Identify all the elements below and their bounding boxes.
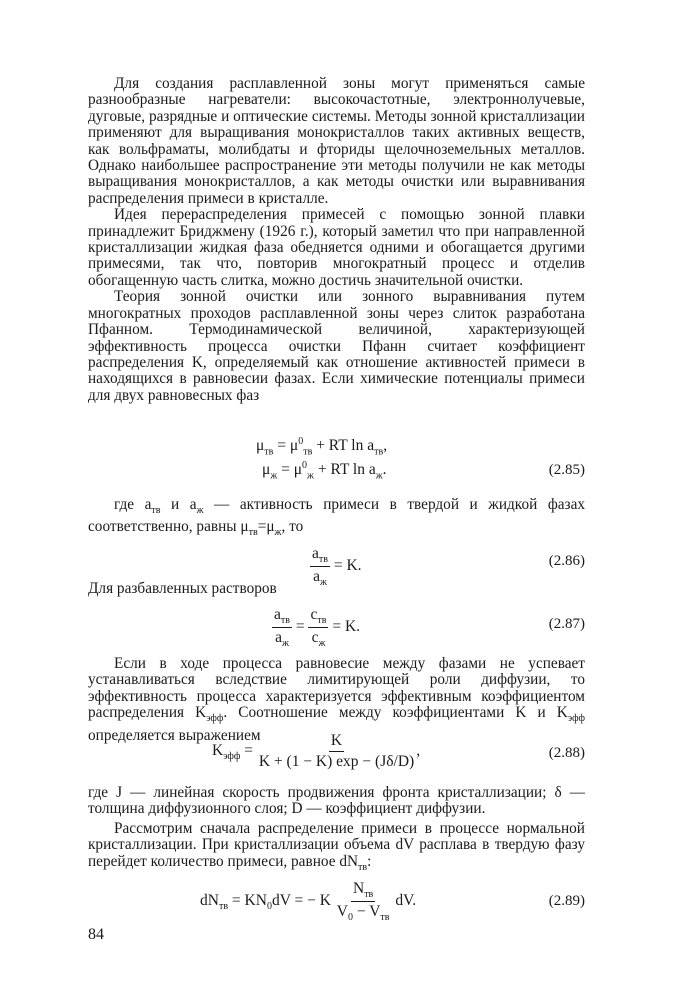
- equation-end: ,: [416, 742, 421, 760]
- paragraph-dilute-solutions: Для разбавленных растворов: [88, 580, 277, 597]
- paragraph-bridgman-idea: Идея перераспределения примесей с помощью зонной плавки принадлежит Бриджмену (1926 г.), который заметил что при направленной кристаллизации жидкая фаза обедняется одними и обогащается другими примесями, так что, повторив многократный процесс и отделив обогащенную часть слитка, можно достичь значительной очистки.: [88, 206, 585, 289]
- paragraph-activity-definition: где $a_{тв}$ и $a_ж$ — активность примеси в твердой и жидкой фазах соответственно, равны $\mu_{тв}=\mu_ж$, то: [88, 496, 586, 539]
- equation-number-2-86: (2.86): [548, 553, 585, 569]
- equation-lhs: $K_{эфф}$ =: [212, 742, 253, 763]
- equation-2-88: [212, 732, 420, 771]
- fraction-impurity: [335, 880, 392, 923]
- fraction-denominator: $a_ж$: [313, 568, 327, 589]
- paragraph-zone-heaters: Для создания расплавленной зоны могут применяться самые разнообразные нагреватели: высокочастотные, электроннолучевые, дуговые, разрядные и оптические системы. Методы зонной кристаллизации применяют для выращивания монокристаллов таких активных веществ, как вольфраматы, молибдаты и фториды щелочноземельных металлов. Однако наибольшее распространение эти методы получили не как методы выращивания монокристаллов, а как методы очистки или выравнивания распределения примеси в кристалле.: [88, 75, 585, 207]
- text-block-5: [88, 785, 585, 876]
- paragraph-normal-crystallization: Рассмотрим сначала распределение примеси в процессе нормальной кристаллизации. При кристаллизации объема dV расплава в твердую фазу перейдет количество примеси, равное $dN_{тв}$:: [88, 819, 585, 873]
- equation-2-85-line1: $\mu_{тв} = \mu^0_{тв}$ + RT $\ln a_{тв}$,: [256, 436, 388, 458]
- equation-number-2-85: (2.85): [548, 462, 585, 478]
- fraction-numerator: $c_{тв}$: [310, 606, 327, 627]
- fraction-numerator: K: [329, 732, 344, 752]
- equation-number-2-87: (2.87): [548, 616, 585, 632]
- fraction-numerator: $a_{тв}$: [274, 606, 290, 627]
- equation-number-2-89: (2.89): [548, 893, 585, 909]
- text-block-1: [88, 76, 585, 404]
- equation-2-89: [200, 880, 416, 923]
- equation-lhs: $dN_{тв} = KN_0dV$ = − K: [200, 892, 331, 913]
- paragraph-pfann-theory: Теория зонной очистки или зонного выравнивания путем многократных проходов расплавленной зоны через слиток разработана Пфанном. Термодинамической величиной, характеризующей эффективность процесса очистки Пфанн считает коэффициент распределения K, определяемый как отношение активностей примеси в находящихся в равновесии фазах. Если химические потенциалы примеси для двух равновесных фаз: [88, 288, 585, 404]
- fraction-denominator: $c_ж$: [311, 629, 326, 650]
- fraction-numerator: $N_{тв}$: [352, 880, 374, 901]
- equation-end: dV.: [395, 892, 417, 910]
- equation-rhs: = K.: [333, 557, 362, 575]
- fraction-denominator: $a_ж$: [275, 629, 289, 650]
- equals-sign: =: [295, 618, 305, 636]
- text-block-2: [88, 497, 585, 542]
- fraction-activity-ratio: [272, 606, 292, 649]
- fraction-denominator: $V_0 - V_{тв}$: [336, 903, 390, 924]
- text-block-3: [88, 581, 585, 597]
- equation-2-87: [272, 606, 360, 649]
- fraction-keff: [257, 732, 416, 771]
- fraction-denominator: K + (1 − K) exp − (Jδ/D): [258, 753, 415, 770]
- paragraph-variable-definitions: где J — линейная скорость продвижения фронта кристаллизации; δ — толщина диффузионного слоя; D — коэффициент диффузии.: [88, 784, 585, 818]
- equation-number-2-88: (2.88): [548, 745, 585, 761]
- text-block-4: [88, 656, 585, 744]
- equation-rhs: = K.: [332, 618, 361, 636]
- fraction-concentration-ratio: [308, 606, 328, 649]
- paragraph-effective-coefficient: Если в ходе процесса равновесие между фазами не успевает устанавливаться вследствие лимитирующей роли диффузии, то эффективность процесса характеризуется эффективным коэффициентом распределения $K_{эфф}$. Соотношение между коэффициентами K и $K_{эфф}$ определяется выражением: [88, 655, 585, 744]
- page-number: 84: [88, 926, 104, 943]
- equation-2-85-line2: $\mu_ж = \mu^0_ж$ + RT $\ln a_ж$.: [262, 460, 387, 482]
- fraction-numerator: $a_{тв}$: [312, 545, 328, 566]
